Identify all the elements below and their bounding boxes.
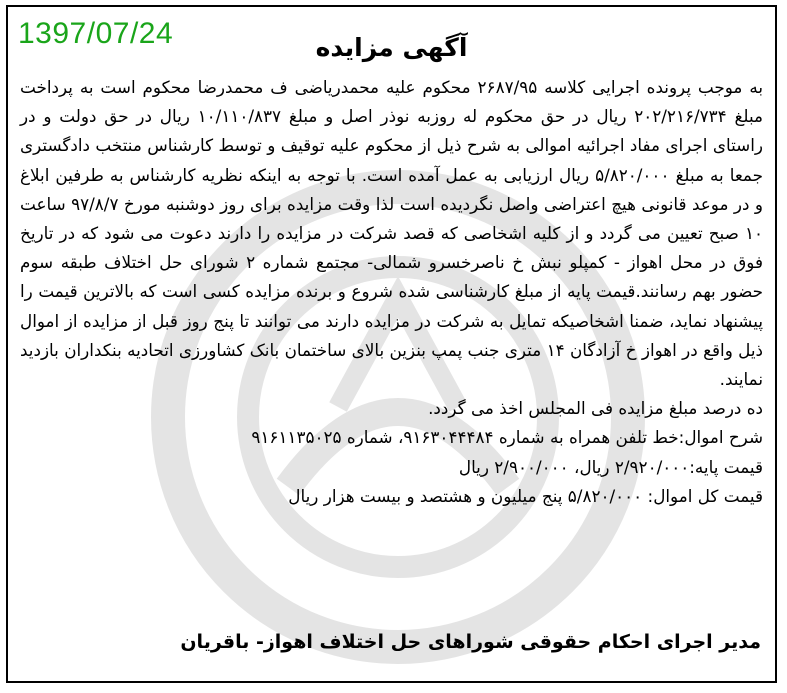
notice-body: به موجب پرونده اجرایی کلاسه ۲۶۸۷/۹۵ محکوم علیه محمدریاضی ف محمدرضا محکوم است به پرداخت مبلغ ۲۰۲/۲۱۶/۷۳۴ ریال در حق محکوم له روزبه نوذر اصل و مبلغ ۱۰/۱۱۰/۸۳۷ ریال در حق دولت و در راستای اجرای مفاد اجرائیه اموالی به شرح ذیل از محکوم علیه توقیف و توسط کارشناس منتخب دادگستری جمعا به مبلغ ۵/۸۲۰/۰۰۰ ریال ارزیابی به عمل آمده است. با توجه به اینکه نظریه کارشناس به طرفین ابلاغ و در موعد قانونی هیچ اعتراضی واصل نگردیده است لذا وقت مزایده برای روز دوشنبه مورخ ۹۷/۸/۷ ساعت ۱۰ صبح تعیین می گردد و از کلیه اشخاصی که قصد شرکت در مزایده را دارند دعوت می شود که در تاریخ فوق در محل اهواز - کمپلو نبش خ ناصرخسرو شمالی- مجتمع شماره ۲ شورای حل اختلاف طبقه سوم حضور بهم رسانند.قیمت پایه از مبلغ کارشناسی شده شروع و برنده مزایده کسی است که بالاترین قیمت را پیشنهاد نماید، ضمنا اشخاصیکه تمایل به شرکت در مزایده دارند می توانند تا پنج روز قبل از مزایده از اموال ذیل واقع در اهواز خ آزادگان ۱۴ متری جنب پمپ بنزین بالای ساختمان بانک کشاورزی اتحادیه بنکداران بازدید نمایند.: [20, 77, 764, 390]
notice-content: [20, 73, 763, 511]
notice-frame: [6, 5, 777, 683]
base-price-line: قیمت پایه:۲/۹۲۰/۰۰۰ ریال، ۲/۹۰۰/۰۰۰ ریال: [458, 456, 763, 477]
signature-line: مدیر اجرای احکام حقوقی شوراهای حل اختلاف اهواز- باقریان: [180, 631, 761, 653]
notice-title: آگهی مزایده: [315, 33, 468, 62]
total-price-line: قیمت کل اموال: ۵/۸۲۰/۰۰۰ پنج میلیون و هشتصد و بیست هزار ریال: [288, 485, 763, 506]
assets-line: شرح اموال:خط تلفن همراه به شماره ۹۱۶۳۰۴۴۴۸۴، شماره ۹۱۶۱۱۳۵۰۲۵: [251, 427, 763, 448]
date-stamp: 1397/07/24: [18, 17, 174, 50]
deposit-line: ده درصد مبلغ مزایده فی المجلس اخذ می گردد.: [428, 398, 763, 419]
